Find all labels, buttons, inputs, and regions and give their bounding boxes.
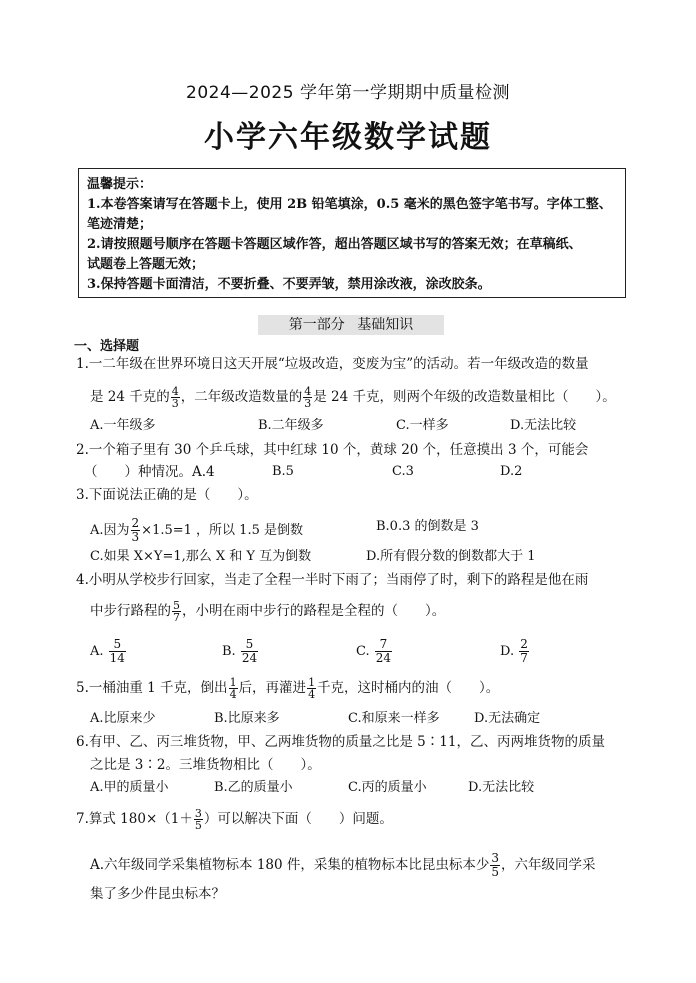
- q2-option-b[interactable]: B.5: [272, 464, 294, 479]
- q5-stem: [76, 677, 499, 700]
- notice-line-3: 2.请按照题号顺序在答题卡答题区域作答，超出答题区域书写的答案无效；在草稿纸、: [87, 237, 582, 252]
- q6-option-d[interactable]: D.无法比较: [468, 780, 535, 795]
- q3-stem: 3.下面说法正确的是（ ）。: [76, 487, 258, 503]
- q6-option-a[interactable]: A.甲的质量小: [90, 780, 169, 795]
- q2-option-d[interactable]: D.2: [500, 464, 523, 479]
- q5-fraction-2: $\frac{1}{4}$: [308, 676, 316, 701]
- q5-fraction-1: $\frac{1}{4}$: [229, 676, 237, 701]
- q3-a-pre: A.因为: [90, 523, 130, 538]
- q2-line-2-option-a[interactable]: （ ）种情况。A.4: [84, 464, 215, 480]
- q3-option-c[interactable]: C.如果 X×Y=1,那么 X 和 Y 互为倒数: [90, 549, 312, 564]
- q7-option-a-line-2: 集了多少件昆虫标本？: [90, 886, 225, 902]
- q5-text-b: 后，再灌进: [238, 680, 307, 696]
- q4-c-letter: C.: [356, 644, 370, 659]
- q1-option-c[interactable]: C.一样多: [396, 418, 449, 433]
- q6-option-c[interactable]: C.丙的质量小: [348, 780, 427, 795]
- q4-line-2: [90, 600, 445, 623]
- q1-option-d[interactable]: D.无法比较: [510, 418, 577, 433]
- q7-stem: [76, 808, 393, 831]
- q3-a-post: ×1.5=1 ，所以 1.5 是倒数: [141, 523, 303, 538]
- q6-option-b[interactable]: B.乙的质量小: [214, 780, 293, 795]
- q1-fraction-1: $\frac{4}{3}$: [171, 385, 179, 410]
- q1-line-1: 1.一二年级在世界环境日这天开展“垃圾改造，变废为宝”的活动。若一年级改造的数量: [76, 356, 589, 372]
- q4-text-b: ，小明在雨中步行的路程是全程的（ ）。: [182, 603, 446, 619]
- notice-line-5: 3.保持答题卡面清洁，不要折叠、不要弄皱，禁用涂改液，涂改胶条。: [87, 277, 491, 292]
- exam-title: 小学六年级数学试题: [204, 120, 492, 155]
- q5-text-a: 5.一桶油重 1 千克，倒出: [76, 680, 228, 696]
- q3-option-b[interactable]: B.0.3 的倒数是 3: [376, 519, 479, 534]
- q1-text-c: 是 24 千克，则两个年级的改造数量相比（ ）。: [313, 389, 616, 405]
- q5-text-c: 千克，这时桶内的油（ ）。: [317, 680, 500, 696]
- q1-fraction-2: $\frac{4}{3}$: [304, 385, 312, 410]
- notice-line-2: 笔迹清楚；: [87, 217, 153, 232]
- q1-text-b: ，二年级改造数量的: [180, 389, 303, 405]
- q7-fraction: $\frac{3}{5}$: [194, 807, 202, 832]
- q7-a-post: ，六年级同学采: [501, 857, 596, 873]
- q4-option-d[interactable]: [500, 638, 530, 665]
- q3-option-d[interactable]: D.所有假分数的倒数都大于 1: [366, 549, 536, 564]
- q1-option-b[interactable]: B.二年级多: [258, 418, 324, 433]
- q5-option-a[interactable]: A.比原来少: [90, 711, 156, 726]
- q4-b-letter: B.: [222, 644, 236, 659]
- q1-option-a[interactable]: A.一年级多: [90, 418, 156, 433]
- q4-b-fraction: $\frac{5}{24}$: [241, 637, 258, 665]
- q3-option-a[interactable]: [90, 517, 303, 544]
- q2-option-c[interactable]: C.3: [392, 464, 414, 479]
- q4-c-fraction: $\frac{7}{24}$: [375, 637, 392, 665]
- q3-a-fraction: $\frac{2}{3}$: [131, 516, 140, 544]
- notice-heading: 温馨提示：: [87, 177, 153, 192]
- q6-line-1: 6.有甲、乙、丙三堆货物，甲、乙两堆货物的质量之比是 5∶11，乙、丙两堆货物的质量: [76, 734, 605, 750]
- notice-line-4: 试题卷上答题无效；: [87, 257, 205, 272]
- q2-line-1: 2.一个箱子里有 30 个乒乓球，其中红球 10 个，黄球 20 个，任意摸出 3 个，可能会: [76, 442, 589, 458]
- q7-a-fraction: $\frac{3}{5}$: [491, 851, 500, 879]
- q5-option-d[interactable]: D.无法确定: [474, 711, 541, 726]
- notice-line-1: 1.本卷答案请写在答题卡上，使用 2B 铅笔填涂，0.5 毫米的黑色签字笔书写。字体工整、: [87, 197, 612, 212]
- q4-option-c[interactable]: [356, 638, 393, 665]
- q5-option-c[interactable]: C.和原来一样多: [348, 711, 440, 726]
- q6-line-2: 之比是 3∶2。三堆货物相比（ ）。: [90, 757, 321, 773]
- q4-d-fraction: $\frac{2}{7}$: [520, 637, 528, 665]
- q7-text-a: 7.算式 180×（1＋: [76, 811, 193, 827]
- q4-option-b[interactable]: [222, 638, 259, 665]
- q4-fraction: $\frac{5}{7}$: [173, 599, 180, 624]
- part-heading: 一、选择题: [74, 339, 140, 354]
- q4-a-letter: A.: [90, 644, 104, 659]
- q1-text-a: 是 24 千克的: [90, 389, 170, 405]
- q7-option-a[interactable]: [90, 852, 596, 879]
- notice-box: [78, 168, 626, 298]
- exam-subtitle: 2024—2025 学年第一学期期中质量检测: [186, 83, 510, 103]
- q4-a-fraction: $\frac{5}{14}$: [109, 637, 125, 665]
- q4-line-1: 4.小明从学校步行回家，当走了全程一半时下雨了；当雨停了时，剩下的路程是他在雨: [76, 572, 589, 588]
- section-banner: 第一部分 基础知识: [258, 315, 444, 335]
- q4-d-letter: D.: [500, 644, 515, 659]
- q5-option-b[interactable]: B.比原来多: [214, 711, 280, 726]
- q7-a-pre: A.六年级同学采集植物标本 180 件，采集的植物标本比昆虫标本少: [90, 857, 490, 873]
- q4-text-a: 中步行路程的: [90, 603, 171, 619]
- q4-option-a[interactable]: [90, 638, 127, 665]
- q7-text-b: ）可以解决下面（ ）问题。: [203, 811, 393, 827]
- q1-line-2: [90, 386, 616, 409]
